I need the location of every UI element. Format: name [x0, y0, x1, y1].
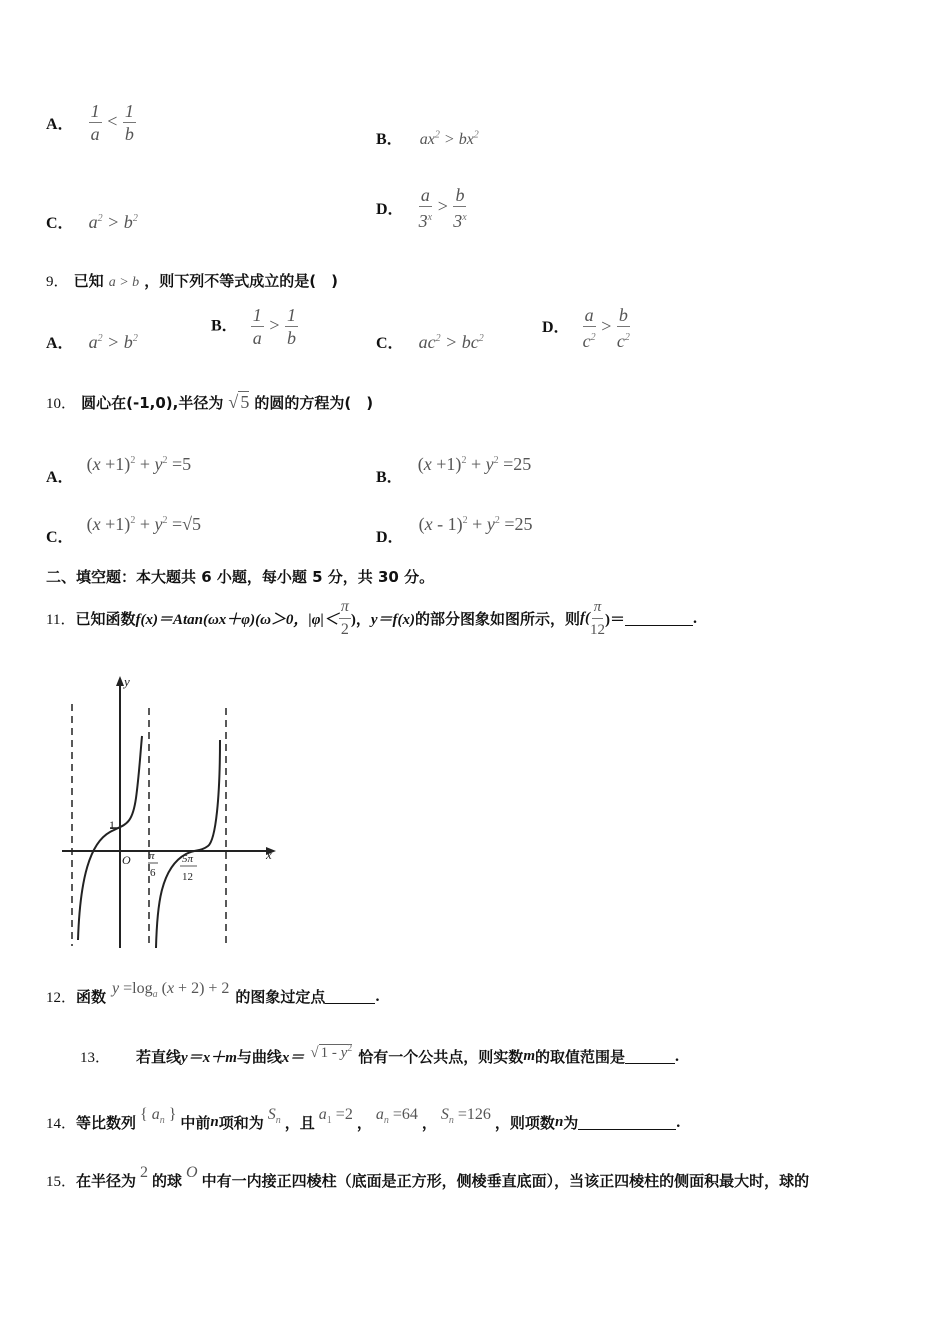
q9-option-c: C． $ac^2 > bc^2$	[376, 332, 484, 352]
y-axis-label: y	[124, 674, 130, 689]
stem-text: 的球	[152, 1172, 183, 1190]
question-number: 13．	[80, 1050, 111, 1066]
tick-label-pi6-denominator: 6	[150, 867, 156, 879]
stem-text: 的部分图象如图所示，则	[414, 610, 580, 628]
line-equation: y＝x＋m	[181, 1050, 237, 1066]
q8-option-d: D． $\frac{a}{3^x}$ > $\frac{b}{3^x}$	[376, 185, 467, 231]
equation-rhs: 25	[513, 454, 532, 474]
option-label: D．	[376, 529, 404, 546]
stem-text: ，且	[284, 1114, 315, 1132]
sn-value: 126	[466, 1106, 491, 1124]
option-label: A．	[46, 335, 74, 352]
question-number: 12．	[46, 990, 77, 1006]
stem-text: 项和为	[218, 1114, 264, 1132]
answer-blank[interactable]	[625, 611, 693, 626]
q10-option-d: D． $(x - 1)^2 + y^2 =25$	[376, 514, 533, 546]
section-heading: 二、填空题：本大题共 6 小题，每小题 5 分，共 30 分。	[46, 568, 435, 586]
tangent-branch-1	[78, 736, 142, 940]
x-axis-label: x	[266, 847, 272, 862]
q10-stem: 10． 圆心在(-1,0),半径为 √ 5 的圆的方程为( )	[46, 392, 374, 412]
tick-label-pi6-numerator: π	[149, 850, 155, 862]
y-axis-arrow	[116, 676, 124, 686]
condition: a > b	[108, 275, 140, 290]
q9-option-a: A． $a^2 > b^2$	[46, 332, 138, 352]
q13-stem: 13． 若直线 y＝x＋m 与曲线 x＝ √ $1 - y^2$ 恰有一个公共点，则实数 m 的取值范围是 .	[80, 1043, 679, 1066]
sphere-label: O	[186, 1163, 198, 1181]
stem-text: 若直线	[136, 1048, 182, 1066]
question-number: 11．	[46, 612, 76, 628]
stem-text: 为	[563, 1114, 579, 1132]
q10-option-b: B． $(x +1)^2 + y^2 =25$	[376, 454, 532, 486]
stem-text: 与曲线	[236, 1048, 282, 1066]
q8-option-b: B． $ax^2 > bx^2$	[376, 129, 479, 148]
equation-rhs: √5	[182, 514, 202, 534]
q11-tangent-graph	[40, 668, 290, 960]
option-label: C．	[46, 529, 74, 546]
tick-label-5pi12-denominator: 12	[182, 871, 193, 883]
option-label: C．	[376, 335, 404, 352]
stem-text: 在半径为	[76, 1172, 137, 1190]
option-label: A．	[46, 115, 74, 133]
q10-option-c: C． $(x +1)^2 + y^2 =√5$	[46, 514, 202, 546]
variable: m	[523, 1048, 535, 1064]
q11-stem: 11． 已知函数 f(x)＝Atan(ωx＋φ)(ω＞0，|φ|＜ $\frac{\pi}{2}$ )， y＝f(x) 的部分图象如图所示，则 f( $\frac{\pi}{12}$ )＝ .	[46, 598, 697, 638]
q10-option-a: A． $(x +1)^2 + y^2 =5$	[46, 454, 192, 486]
option-label: D．	[376, 201, 404, 219]
function-definition: f(x)＝Atan(ωx＋φ)(ω＞0，|φ|＜	[135, 612, 339, 628]
q14-stem: 14． 等比数列 { $a_n$ } 中前 n 项和为 $S_n$ ，且 $a_1 =2$ ， $a_n =64$ ， $S_n =126$ ，则项数 n 为 .	[46, 1106, 681, 1132]
question-number: 14．	[46, 1116, 77, 1132]
stem-text: 圆心在(-1,0),半径为	[81, 394, 224, 412]
stem-text: f(	[580, 610, 590, 626]
q9-option-b: B． $\frac{1}{a}$ > $\frac{1}{b}$	[211, 305, 296, 348]
answer-blank[interactable]	[325, 989, 375, 1004]
stem-text: 中有一内接正四棱柱（底面是正方形，侧棱垂直底面），当该正四棱柱的侧面积最大时，球的	[201, 1172, 810, 1190]
q9-stem	[46, 270, 338, 291]
an-value: 64	[401, 1106, 418, 1124]
equation-rhs: 25	[514, 514, 533, 534]
tick-label-1: 1	[109, 818, 115, 832]
variable: n	[554, 1114, 564, 1130]
option-label: D．	[542, 319, 570, 337]
stem-text: 的取值范围是	[534, 1048, 625, 1066]
stem-text: )＝	[605, 612, 625, 628]
option-label: C．	[46, 215, 74, 232]
equation-rhs: 5	[182, 454, 192, 474]
stem-text: y＝f(x)	[370, 612, 415, 628]
q12-stem: 12． 函数 $y =\log_a$ (x + 2) + 2 的图象过定点 .	[46, 980, 380, 1006]
question-number: 9．	[46, 274, 69, 290]
stem-text: ，则下列不等式成立的是( )	[144, 272, 338, 290]
option-label: A．	[46, 469, 74, 486]
tick-label-5pi12-numerator: 5π	[182, 853, 194, 865]
stem-text: 的图象过定点	[235, 988, 326, 1006]
origin-label: O	[122, 853, 131, 867]
curve-equation: x＝	[281, 1050, 305, 1066]
tangent-branch-2	[156, 740, 220, 948]
variable: n	[210, 1114, 219, 1130]
q8-option-c: C． $a^2 > b^2$	[46, 212, 138, 232]
q15-stem	[46, 1163, 810, 1191]
stem-text: 中前	[180, 1114, 211, 1132]
option-label: B．	[376, 131, 403, 148]
answer-blank[interactable]	[625, 1049, 675, 1064]
stem-text: 已知	[73, 272, 104, 290]
a1-value: 2	[344, 1106, 353, 1124]
option-label: B．	[376, 469, 403, 486]
option-label: B．	[211, 317, 238, 335]
stem-text: 已知函数	[75, 610, 136, 628]
stem-text: 恰有一个公共点，则实数	[358, 1048, 524, 1066]
stem-text: 函数	[76, 988, 107, 1006]
answer-blank[interactable]	[578, 1115, 676, 1130]
stem-text: 的圆的方程为( )	[254, 394, 374, 412]
stem-text: 等比数列	[76, 1114, 137, 1132]
question-number: 10．	[46, 396, 77, 412]
q9-option-d: D． $\frac{a}{c^2}$ > $\frac{b}{c^2}$	[542, 305, 630, 351]
q8-option-a: A． $\frac{1}{a}$ < $\frac{1}{b}$	[46, 101, 134, 144]
radius-value: 2	[140, 1163, 149, 1181]
stem-text: )，	[350, 612, 371, 628]
question-number: 15．	[46, 1174, 77, 1190]
stem-text: ，则项数	[494, 1114, 555, 1132]
